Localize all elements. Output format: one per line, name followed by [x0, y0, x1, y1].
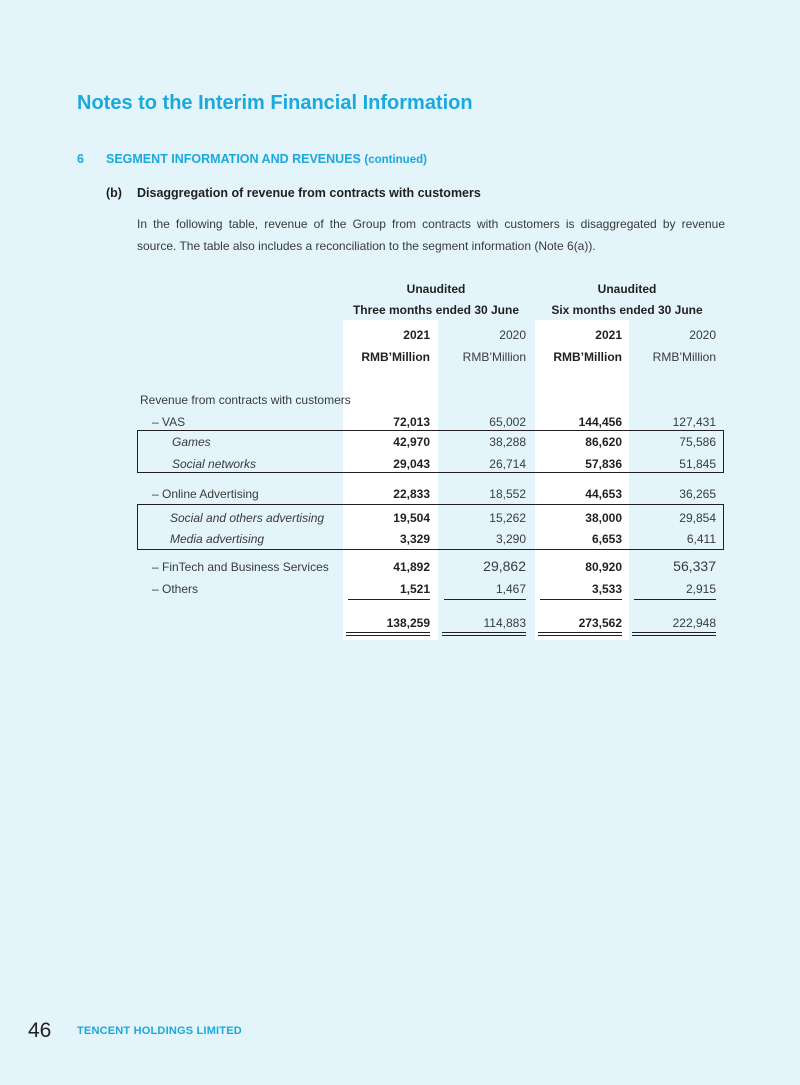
subsection-number: (b) [106, 186, 122, 200]
total-double-rule [538, 632, 622, 636]
section-title-text: SEGMENT INFORMATION AND REVENUES [106, 152, 361, 166]
table-cell: 38,288 [489, 435, 526, 449]
table-cell: 42,970 [393, 435, 430, 449]
total-cell: 138,259 [386, 616, 430, 630]
column-unit-2: RMB’Million [462, 350, 526, 364]
subtotal-rule [540, 599, 622, 600]
column-year-2: 2020 [499, 328, 526, 342]
table-cell: 3,533 [591, 582, 622, 596]
table-cell: 51,845 [679, 457, 716, 471]
total-double-rule [442, 632, 526, 636]
table-cell: 18,552 [489, 487, 526, 501]
section-title [106, 152, 427, 166]
row-label-online-advertising: – Online Advertising [152, 487, 259, 501]
table-cell: 1,467 [495, 582, 526, 596]
table-cell: 29,043 [393, 457, 430, 471]
group-period-three-months: Three months ended 30 June [352, 303, 520, 317]
subtotal-rule [634, 599, 716, 600]
table-cell: 44,653 [585, 487, 622, 501]
table-cell: 1,521 [399, 582, 430, 596]
table-cell: 38,000 [585, 511, 622, 525]
table-cell: 56,337 [673, 558, 716, 574]
table-cell: 41,892 [393, 560, 430, 574]
column-year-3: 2021 [595, 328, 622, 342]
column-year-4: 2020 [689, 328, 716, 342]
subtotal-rule [444, 599, 526, 600]
section-number: 6 [77, 152, 84, 166]
row-label-games: Games [172, 435, 211, 449]
row-label-vas: – VAS [152, 415, 186, 429]
subtotal-rule [348, 599, 430, 600]
total-cell: 273,562 [578, 616, 622, 630]
table-cell: 29,854 [679, 511, 716, 525]
row-label-social-networks: Social networks [172, 457, 257, 471]
row-label-fintech-and-business-services: – FinTech and Business Services [152, 560, 329, 574]
table-cell: 57,836 [585, 457, 622, 471]
table-cell: 3,329 [399, 532, 430, 546]
table-cell: 15,262 [489, 511, 526, 525]
row-label-others: – Others [152, 582, 199, 596]
total-double-rule [632, 632, 716, 636]
table-cell: 36,265 [679, 487, 716, 501]
total-cell: 222,948 [672, 616, 716, 630]
column-year-1: 2021 [403, 328, 430, 342]
column-unit-4: RMB’Million [652, 350, 716, 364]
table-cell: 6,653 [591, 532, 622, 546]
table-cell: 22,833 [393, 487, 430, 501]
table-cell: 75,586 [679, 435, 716, 449]
table-cell: 72,013 [393, 415, 430, 429]
table-cell: 144,456 [578, 415, 622, 429]
table-section-label: Revenue from contracts with customers [140, 393, 351, 407]
page-number: 46 [28, 1019, 52, 1042]
total-double-rule [346, 632, 430, 636]
table-cell: 80,920 [585, 560, 622, 574]
row-label-media-advertising: Media advertising [170, 532, 265, 546]
group-period-six-months: Six months ended 30 June [551, 303, 703, 317]
group-status-three-months: Unaudited [406, 282, 466, 296]
footer-company-name: TENCENT HOLDINGS LIMITED [77, 1025, 242, 1037]
column-unit-1: RMB’Million [361, 350, 430, 364]
section-continued: (continued) [364, 154, 427, 166]
table-cell: 19,504 [393, 511, 430, 525]
table-cell: 3,290 [495, 532, 526, 546]
table-cell: 86,620 [585, 435, 622, 449]
table-cell: 127,431 [672, 415, 716, 429]
page-title: Notes to the Interim Financial Information [77, 92, 473, 114]
table-cell: 26,714 [489, 457, 526, 471]
table-cell: 65,002 [489, 415, 526, 429]
table-cell: 2,915 [685, 582, 716, 596]
row-label-social-and-others-advertising: Social and others advertising [170, 511, 325, 525]
subsection-title: Disaggregation of revenue from contracts with customers [137, 186, 481, 200]
intro-paragraph: In the following table, revenue of the Group from contracts with customers is disaggregated by revenue source. The table also includes a reconciliation to the segment information (Note 6(a)). [137, 217, 725, 253]
table-cell: 6,411 [686, 532, 716, 546]
table-cell: 29,862 [483, 558, 526, 574]
group-status-six-months: Unaudited [597, 282, 657, 296]
column-unit-3: RMB’Million [553, 350, 622, 364]
total-cell: 114,883 [483, 616, 526, 630]
